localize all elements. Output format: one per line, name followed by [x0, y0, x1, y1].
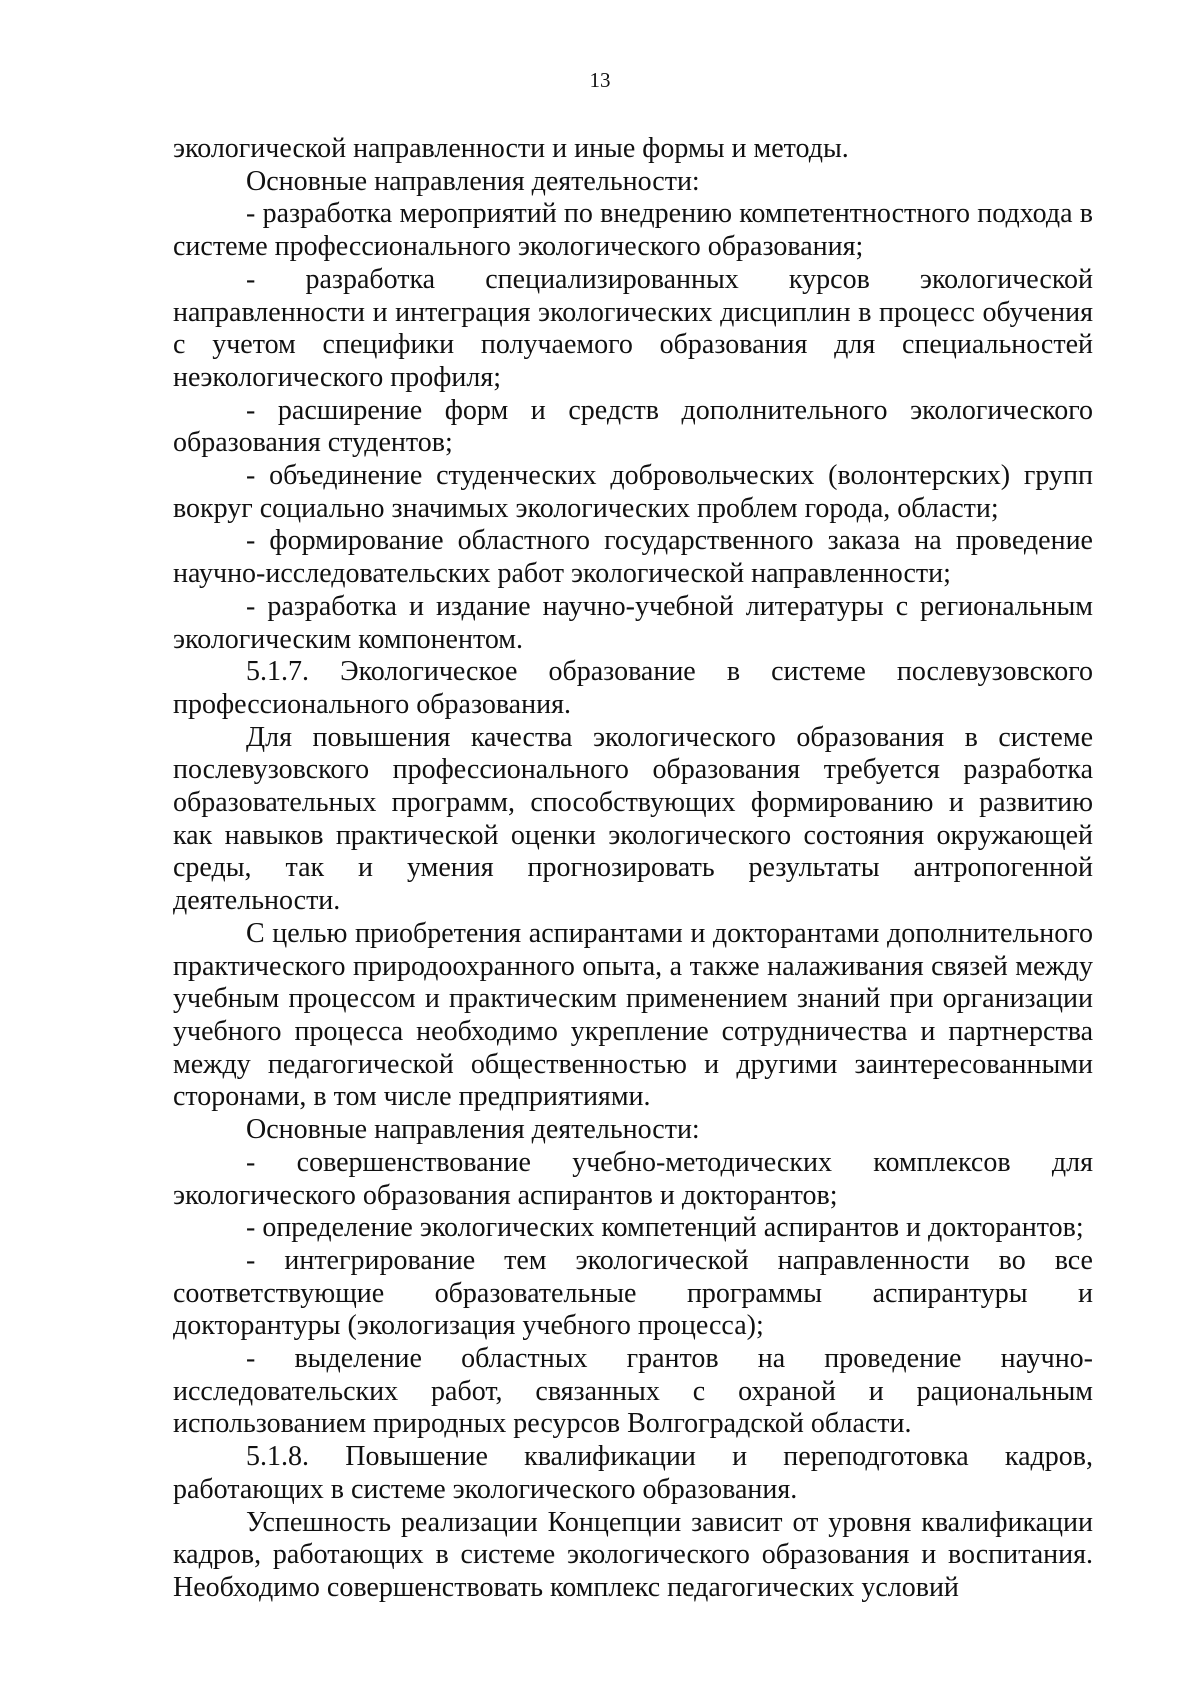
- section-heading: 5.1.7. Экологическое образование в системе послевузовского профессионального образования.: [173, 656, 1093, 720]
- paragraph: С целью приобретения аспирантами и докторантами дополнительного практического природоохранного опыта, а также налаживания связей между учебным процессом и практическим применением знаний при организации учебного процесса необходимо укрепление сотрудничества и партнерства между педагогической общественностью и другими заинтересованными сторонами, в том числе предприятиями.: [173, 917, 1093, 1113]
- list-item: - разработка специализированных курсов экологической направленности и интеграция экологических дисциплин в процесс обучения с учетом специфики получаемого образования для специальностей неэкологического профиля;: [173, 263, 1093, 393]
- paragraph: Для повышения качества экологического образования в системе послевузовского профессионального образования требуется разработка образовательных программ, способствующих формированию и развитию как навыков практической оценки экологического состояния окружающей среды, так и умения прогнозировать результаты антропогенной деятельности.: [173, 721, 1093, 917]
- section-heading: 5.1.8. Повышение квалификации и переподготовка кадров, работающих в системе экологического образования.: [173, 1441, 1093, 1505]
- paragraph: экологической направленности и иные формы и методы.: [173, 133, 849, 164]
- list-item: - объединение студенческих добровольческих (волонтерских) групп вокруг социально значимых экологических проблем города, области;: [173, 460, 1093, 524]
- section-heading: Основные направления деятельности:: [246, 1114, 700, 1146]
- list-item: - формирование областного государственного заказа на проведение научно-исследовательских работ экологической направленности;: [173, 525, 1093, 590]
- list-item: - расширение форм и средств дополнительного экологического образования студентов;: [173, 394, 1093, 459]
- page-number: 13: [589, 68, 611, 92]
- list-item: - разработка мероприятий по внедрению компетентностного подхода в системе профессионального экологического образования;: [173, 198, 1093, 263]
- list-item: - определение экологических компетенций аспирантов и докторантов;: [246, 1212, 1084, 1244]
- section-heading: Основные направления деятельности:: [246, 165, 700, 197]
- list-item: - разработка и издание научно-учебной литературы с региональным экологическим компонентом.: [173, 590, 1093, 655]
- list-item: - выделение областных грантов на проведение научно-исследовательских работ, связанных с охраной и рациональным использованием природных ресурсов Волгоградской области.: [173, 1343, 1093, 1440]
- list-item: - совершенствование учебно-методических комплексов для экологического образования аспирантов и докторантов;: [173, 1146, 1093, 1211]
- paragraph: Успешность реализации Концепции зависит от уровня квалификации кадров, работающих в системе экологического образования и воспитания. Необходимо совершенствовать комплекс педагогических условий: [173, 1506, 1093, 1603]
- document-body: [173, 133, 1093, 1605]
- list-item: - интегрирование тем экологической направленности во все соответствующие образовательные программы аспирантуры и докторантуры (экологизация учебного процесса);: [173, 1244, 1093, 1342]
